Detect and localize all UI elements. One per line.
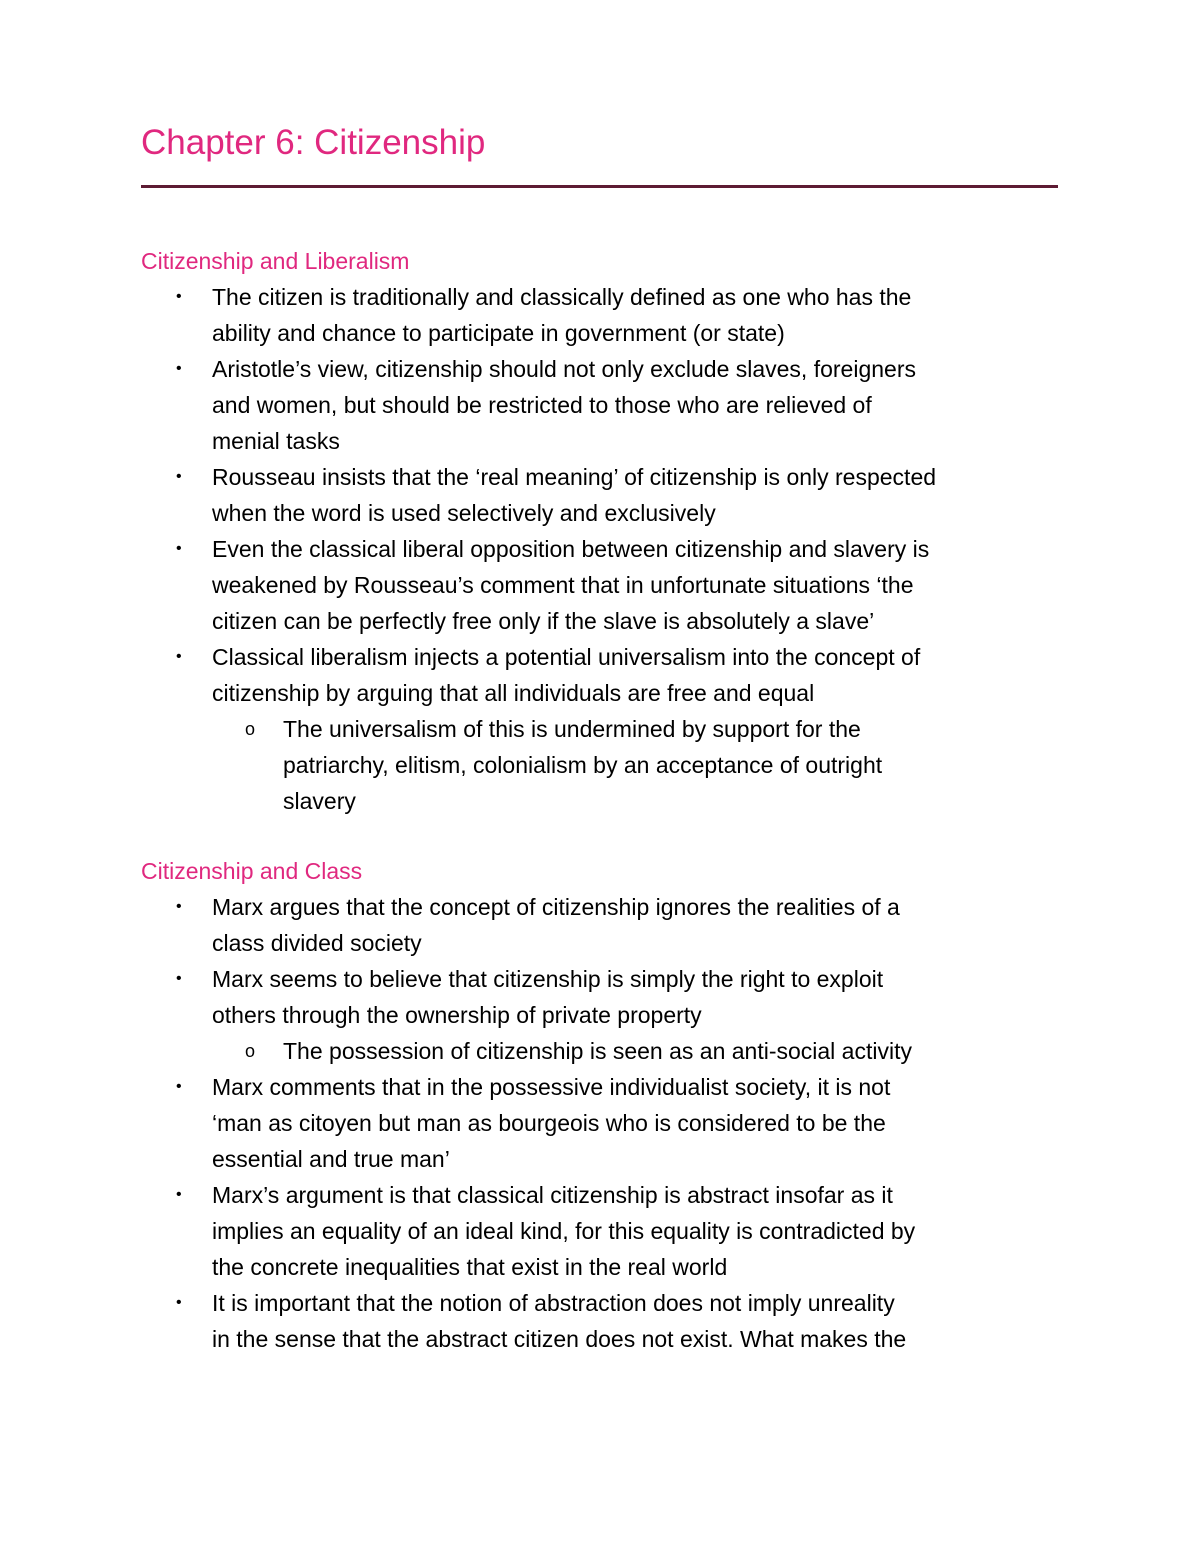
bullet-text-line: implies an equality of an ideal kind, for this equality is contradicted by xyxy=(212,1218,916,1244)
sub-bullet-item xyxy=(245,1033,1063,1069)
bullet-marker: • xyxy=(176,360,182,377)
bullet-text-line: Marx seems to believe that citizenship is simply the right to exploit xyxy=(212,966,884,992)
bullet-marker: • xyxy=(176,468,182,485)
bullet-text-line: The universalism of this is undermined by support for the xyxy=(283,716,861,742)
title-divider xyxy=(141,185,1058,188)
bullet-item xyxy=(176,889,1092,961)
bullet-marker: • xyxy=(176,1078,182,1095)
bullet-text-line: patriarchy, elitism, colonialism by an acceptance of outright xyxy=(283,752,883,778)
bullet-text-line: The possession of citizenship is seen as an anti-social activity xyxy=(283,1038,912,1064)
bullet-text-line: menial tasks xyxy=(212,428,340,454)
bullet-text-line: Marx’s argument is that classical citizenship is abstract insofar as it xyxy=(212,1182,893,1208)
bullet-item xyxy=(176,639,1092,711)
bullet-text-line: when the word is used selectively and exclusively xyxy=(212,500,716,526)
bullet-item xyxy=(176,279,1092,351)
sub-bullet-marker: o xyxy=(245,1041,256,1061)
bullet-text-line: Marx argues that the concept of citizenship ignores the realities of a xyxy=(212,894,900,920)
bullet-text-line: slavery xyxy=(283,788,356,814)
section-heading: Citizenship and Class xyxy=(141,858,363,884)
bullet-text-line: ability and chance to participate in government (or state) xyxy=(212,320,785,346)
bullet-text-line: ‘man as citoyen but man as bourgeois who is considered to be the xyxy=(212,1110,886,1136)
bullet-marker: • xyxy=(176,540,182,557)
bullet-item xyxy=(176,961,1092,1033)
bullet-text-line: others through the ownership of private property xyxy=(212,1002,702,1028)
bullet-text-line: Rousseau insists that the ‘real meaning’ of citizenship is only respected xyxy=(212,464,937,490)
bullet-text-line: essential and true man’ xyxy=(212,1146,450,1172)
bullet-text-line: the concrete inequalities that exist in the real world xyxy=(212,1254,728,1280)
bullet-item xyxy=(176,1285,1092,1357)
bullet-item xyxy=(176,1177,1092,1285)
sub-bullet-item xyxy=(245,711,1063,819)
bullet-text-line: weakened by Rousseau’s comment that in unfortunate situations ‘the xyxy=(212,572,914,598)
bullet-text-line: citizenship by arguing that all individuals are free and equal xyxy=(212,680,815,706)
bullet-item xyxy=(176,351,1092,459)
bullet-item xyxy=(176,459,1092,531)
bullet-text-line: Aristotle’s view, citizenship should not only exclude slaves, foreigners xyxy=(212,356,916,382)
bullet-marker: • xyxy=(176,288,182,305)
bullet-marker: • xyxy=(176,1294,182,1311)
bullet-text-line: Marx comments that in the possessive individualist society, it is not xyxy=(212,1074,891,1100)
bullet-text-line: It is important that the notion of abstraction does not imply unreality xyxy=(212,1290,895,1316)
bullet-marker: • xyxy=(176,970,182,987)
bullet-marker: • xyxy=(176,1186,182,1203)
bullet-text-line: citizen can be perfectly free only if the slave is absolutely a slave’ xyxy=(212,608,875,634)
bullet-item xyxy=(176,531,1092,639)
bullet-text-line: The citizen is traditionally and classically defined as one who has the xyxy=(212,284,912,310)
bullet-text-line: Even the classical liberal opposition between citizenship and slavery is xyxy=(212,536,930,562)
section-heading: Citizenship and Liberalism xyxy=(141,248,410,274)
bullet-text-line: Classical liberalism injects a potential universalism into the concept of xyxy=(212,644,921,670)
bullet-text-line: in the sense that the abstract citizen does not exist. What makes the xyxy=(212,1326,907,1352)
sub-bullet-marker: o xyxy=(245,719,256,739)
bullet-text-line: and women, but should be restricted to those who are relieved of xyxy=(212,392,872,418)
page-title: Chapter 6: Citizenship xyxy=(141,123,486,162)
bullet-marker: • xyxy=(176,648,182,665)
bullet-text-line: class divided society xyxy=(212,930,422,956)
bullet-item xyxy=(176,1069,1092,1177)
bullet-marker: • xyxy=(176,898,182,915)
